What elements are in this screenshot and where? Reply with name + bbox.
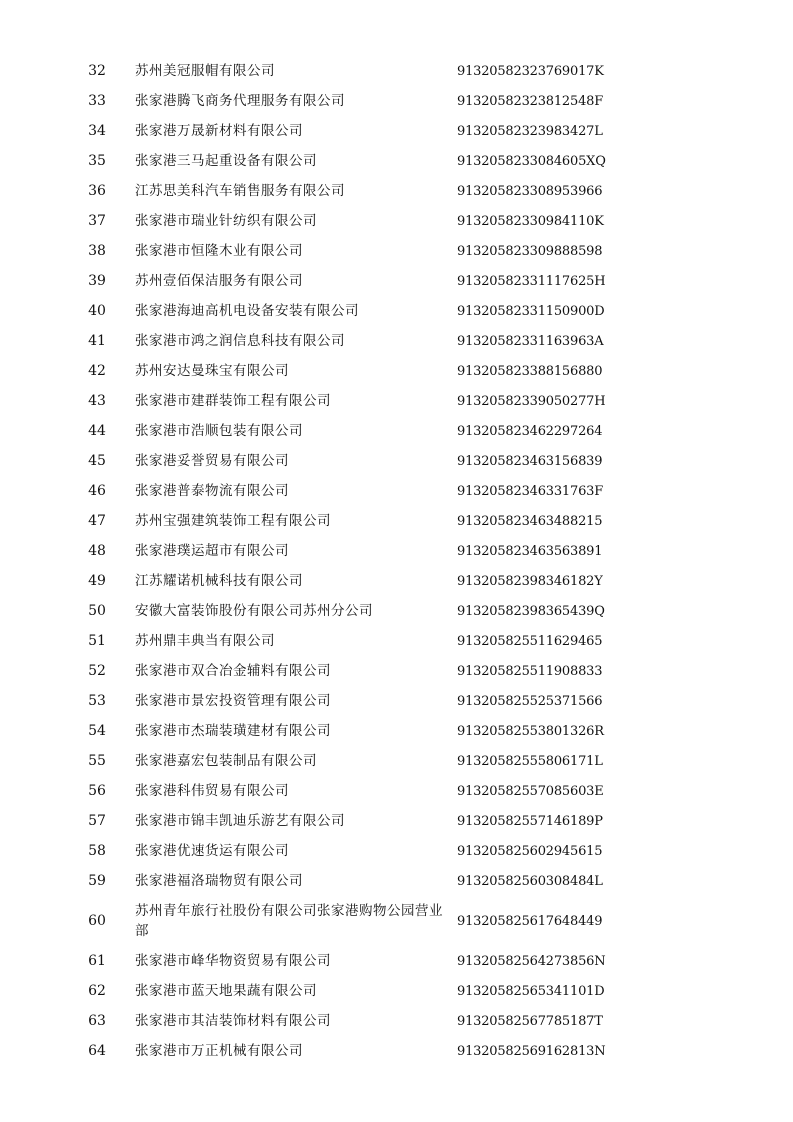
- row-number: 33: [88, 93, 106, 109]
- table-row: [0, 806, 793, 836]
- table-row: [0, 56, 793, 86]
- credit-code: 913205823463488215: [457, 513, 603, 529]
- table-row: [0, 326, 793, 356]
- credit-code: 913205823388156880: [457, 363, 603, 379]
- row-number: 53: [88, 693, 106, 709]
- credit-code: 913205823463156839: [457, 453, 603, 469]
- company-name: 张家港市恒隆木业有限公司: [135, 243, 303, 259]
- row-number: 38: [88, 243, 106, 259]
- row-number: 43: [88, 393, 106, 409]
- row-number: 64: [88, 1043, 106, 1059]
- company-name: 江苏思美科汽车销售服务有限公司: [135, 183, 345, 199]
- company-name: 张家港万晟新材料有限公司: [135, 123, 303, 139]
- table-row: [0, 776, 793, 806]
- company-name: 张家港市双合冶金辅料有限公司: [135, 663, 331, 679]
- company-name: 张家港普泰物流有限公司: [135, 483, 289, 499]
- credit-code: 91320582330984110K: [457, 213, 604, 229]
- credit-code: 9132058233084605XQ: [457, 153, 606, 169]
- company-name: 张家港璞运超市有限公司: [135, 543, 289, 559]
- table-row: [0, 896, 793, 946]
- company-name: 张家港市峰华物资贸易有限公司: [135, 953, 331, 969]
- company-name: 苏州美冠服帽有限公司: [135, 63, 275, 79]
- table-row: [0, 296, 793, 326]
- company-name: 张家港市鸿之润信息科技有限公司: [135, 333, 345, 349]
- credit-code: 91320582553801326R: [457, 723, 604, 739]
- company-name: 张家港腾飞商务代理服务有限公司: [135, 93, 345, 109]
- row-number: 39: [88, 273, 106, 289]
- table-row: [0, 656, 793, 686]
- credit-code: 91320582567785187T: [457, 1013, 603, 1029]
- company-name: 苏州鼎丰典当有限公司: [135, 633, 275, 649]
- row-number: 42: [88, 363, 106, 379]
- company-name: 张家港市建群装饰工程有限公司: [135, 393, 331, 409]
- credit-code: 913205825617648449: [457, 913, 603, 929]
- table-row: [0, 116, 793, 146]
- row-number: 55: [88, 753, 106, 769]
- credit-code: 913205823462297264: [457, 423, 603, 439]
- credit-code: 913205823309888598: [457, 243, 603, 259]
- row-number: 58: [88, 843, 106, 859]
- row-number: 44: [88, 423, 106, 439]
- credit-code: 913205825511629465: [457, 633, 603, 649]
- table-row: [0, 566, 793, 596]
- credit-code: 91320582555806171L: [457, 753, 603, 769]
- credit-code: 91320582323812548F: [457, 93, 604, 109]
- row-number: 34: [88, 123, 106, 139]
- table-row: [0, 146, 793, 176]
- company-name: 江苏耀诺机械科技有限公司: [135, 573, 303, 589]
- table-row: [0, 836, 793, 866]
- credit-code: 91320582331150900D: [457, 303, 605, 319]
- credit-code: 91320582331117625H: [457, 273, 606, 289]
- row-number: 61: [88, 953, 106, 969]
- table-row: [0, 686, 793, 716]
- credit-code: 91320582565341101D: [457, 983, 605, 999]
- company-name: 苏州安达曼珠宝有限公司: [135, 363, 289, 379]
- credit-code: 913205825511908833: [457, 663, 603, 679]
- company-name: 张家港市蓝天地果蔬有限公司: [135, 983, 317, 999]
- row-number: 32: [88, 63, 106, 79]
- table-row: [0, 626, 793, 656]
- row-number: 56: [88, 783, 106, 799]
- company-name: 安徽大富装饰股份有限公司苏州分公司: [135, 603, 373, 619]
- credit-code: 913205823463563891: [457, 543, 603, 559]
- credit-code: 91320582398346182Y: [457, 573, 603, 589]
- table-row: [0, 236, 793, 266]
- table-row: [0, 176, 793, 206]
- row-number: 57: [88, 813, 106, 829]
- table-row: [0, 386, 793, 416]
- row-number: 62: [88, 983, 106, 999]
- row-number: 37: [88, 213, 106, 229]
- row-number: 48: [88, 543, 106, 559]
- row-number: 40: [88, 303, 106, 319]
- credit-code: 91320582560308484L: [457, 873, 603, 889]
- company-name: 张家港市其洁装饰材料有限公司: [135, 1013, 331, 1029]
- row-number: 63: [88, 1013, 106, 1029]
- table-row: [0, 446, 793, 476]
- row-number: 51: [88, 633, 106, 649]
- row-number: 45: [88, 453, 106, 469]
- company-name: 张家港海迪高机电设备安装有限公司: [135, 303, 359, 319]
- table-row: [0, 86, 793, 116]
- table-row: [0, 206, 793, 236]
- row-number: 60: [88, 913, 106, 929]
- credit-code: 91320582557146189P: [457, 813, 603, 829]
- credit-code: 913205823308953966: [457, 183, 603, 199]
- company-list-table: [0, 56, 793, 1066]
- company-name: 张家港市瑞业针纺织有限公司: [135, 213, 317, 229]
- company-name: 张家港市景宏投资管理有限公司: [135, 693, 331, 709]
- company-name: 张家港市锦丰凯迪乐游艺有限公司: [135, 813, 345, 829]
- row-number: 52: [88, 663, 106, 679]
- company-name: 张家港福洛瑞物贸有限公司: [135, 873, 303, 889]
- company-name: 苏州青年旅行社股份有限公司张家港购物公园营业部: [135, 903, 443, 939]
- row-number: 49: [88, 573, 106, 589]
- credit-code: 91320582398365439Q: [457, 603, 605, 619]
- company-name: 张家港科伟贸易有限公司: [135, 783, 289, 799]
- table-row: [0, 866, 793, 896]
- row-number: 46: [88, 483, 106, 499]
- table-row: [0, 946, 793, 976]
- credit-code: 91320582339050277H: [457, 393, 606, 409]
- row-number: 36: [88, 183, 106, 199]
- row-number: 50: [88, 603, 106, 619]
- table-row: [0, 476, 793, 506]
- table-row: [0, 506, 793, 536]
- credit-code: 91320582557085603E: [457, 783, 604, 799]
- table-row: [0, 976, 793, 1006]
- company-name: 张家港市万正机械有限公司: [135, 1043, 303, 1059]
- company-name: 张家港优速货运有限公司: [135, 843, 289, 859]
- credit-code: 913205825525371566: [457, 693, 603, 709]
- company-name: 苏州壹佰保洁服务有限公司: [135, 273, 303, 289]
- table-row: [0, 356, 793, 386]
- company-name: 苏州宝强建筑装饰工程有限公司: [135, 513, 331, 529]
- table-row: [0, 536, 793, 566]
- credit-code: 913205825602945615: [457, 843, 603, 859]
- table-row: [0, 1006, 793, 1036]
- company-name: 张家港市浩顺包装有限公司: [135, 423, 303, 439]
- credit-code: 91320582323769017K: [457, 63, 604, 79]
- row-number: 41: [88, 333, 106, 349]
- table-row: [0, 1036, 793, 1066]
- table-row: [0, 596, 793, 626]
- row-number: 59: [88, 873, 106, 889]
- table-row: [0, 416, 793, 446]
- company-name: 张家港三马起重设备有限公司: [135, 153, 317, 169]
- company-name: 张家港妥誉贸易有限公司: [135, 453, 289, 469]
- credit-code: 91320582569162813N: [457, 1043, 606, 1059]
- table-row: [0, 716, 793, 746]
- credit-code: 91320582331163963A: [457, 333, 604, 349]
- row-number: 35: [88, 153, 106, 169]
- row-number: 54: [88, 723, 106, 739]
- credit-code: 91320582564273856N: [457, 953, 606, 969]
- company-name: 张家港嘉宏包装制品有限公司: [135, 753, 317, 769]
- row-number: 47: [88, 513, 106, 529]
- credit-code: 91320582323983427L: [457, 123, 603, 139]
- table-row: [0, 266, 793, 296]
- table-row: [0, 746, 793, 776]
- company-name: 张家港市杰瑞装璜建材有限公司: [135, 723, 331, 739]
- credit-code: 91320582346331763F: [457, 483, 604, 499]
